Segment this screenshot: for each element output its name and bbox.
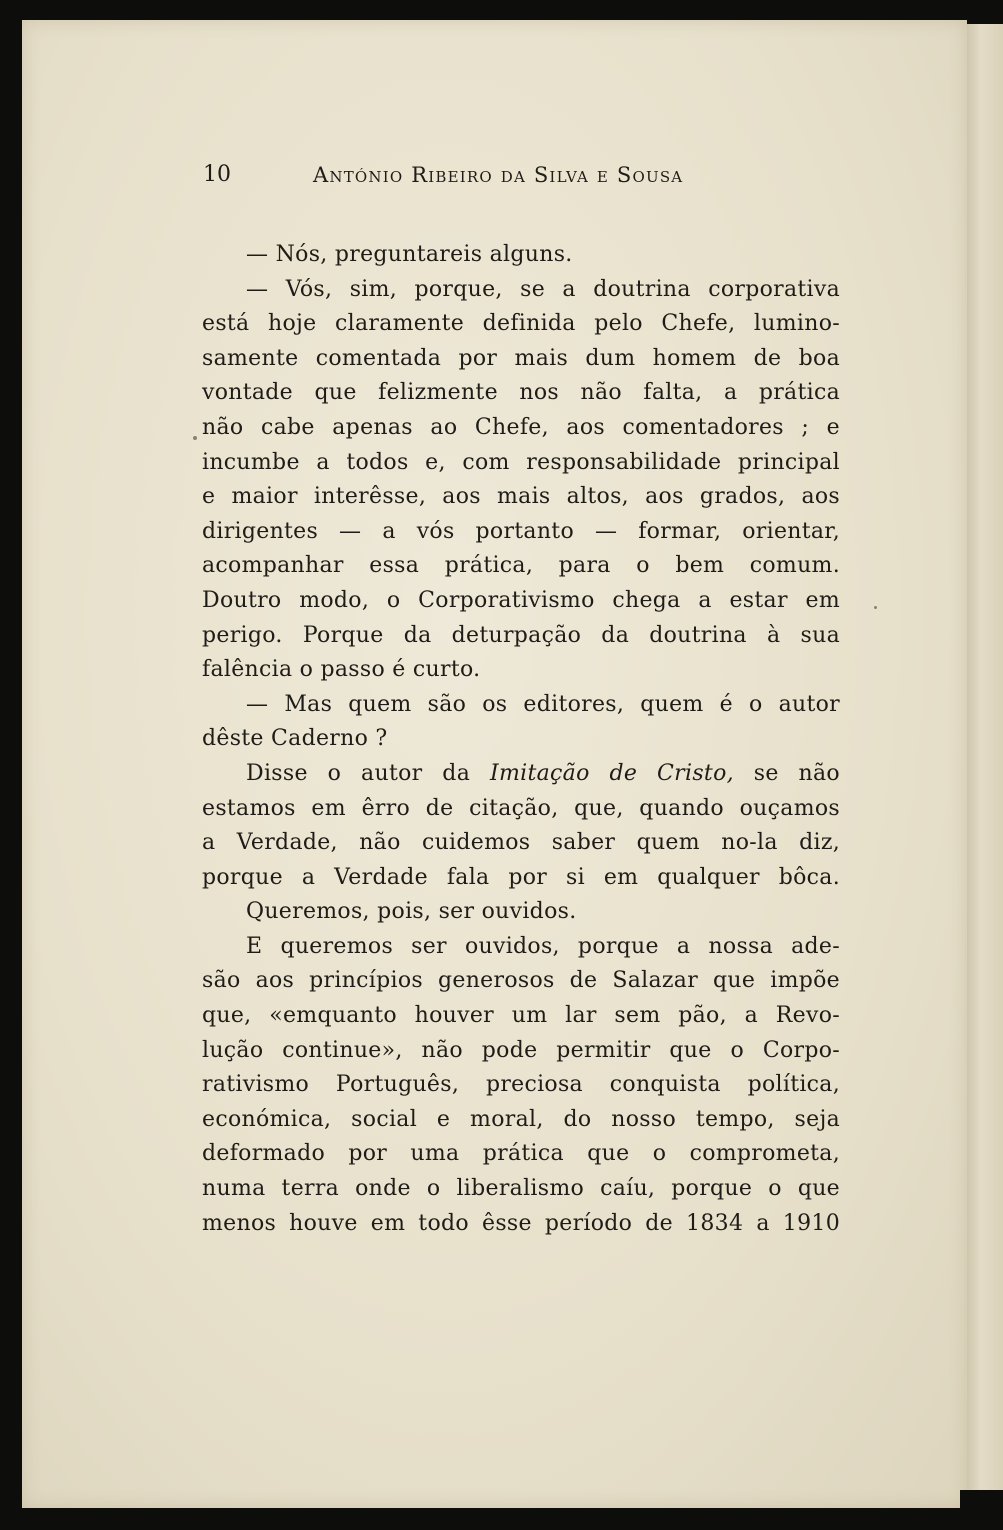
text-line: está hoje claramente definida pelo Chefe, lumino- [202,311,840,337]
text-line: — Mas quem são os editores, quem é o autor [246,691,840,717]
text-line [202,757,840,792]
text-line: porque a Verdade fala por si em qualquer bôca. [202,864,840,890]
text-line: — Nós, preguntareis alguns. [246,242,573,267]
text-line: que, «emquanto houver um lar sem pão, a Revo- [202,1003,840,1029]
text-line: dêste Caderno ? [202,726,388,752]
text-line: são aos princípios generosos de Salazar que impõe [202,968,840,994]
text-line: acompanhar essa prática, para o bem comum. [202,553,840,579]
text-line: menos houve em todo êsse período de 1834 a 1910 [202,1210,840,1236]
text-line: samente comentada por mais dum homem de boa [202,345,840,371]
text-line: Doutro modo, o Corporativismo chega a estar em [202,587,840,613]
text-line: incumbe a todos e, com responsabilidade principal [202,449,840,475]
text-line: E queremos ser ouvidos, porque a nossa ade- [246,933,840,959]
page-header [203,160,843,192]
text-line: a Verdade, não cuidemos saber quem no-la diz, [202,830,840,856]
text-line: falência o passo é curto. [202,657,481,683]
text-line: dirigentes — a vós portanto — formar, orientar, [202,518,840,544]
book-title: Imitação de Cristo, [489,760,734,786]
text-line: lução continue», não pode permitir que o Corpo- [202,1037,840,1063]
scan-border [960,1490,1003,1530]
text-line: perigo. Porque da deturpação da doutrina à sua [202,622,840,648]
text-line: estamos em êrro de citação, que, quando ouçamos [202,795,840,821]
text-segment: Disse o autor da [246,760,490,786]
text-line: numa terra onde o liberalismo caíu, porque o que [202,1176,840,1202]
body-text [202,238,840,1241]
text-line: deformado por uma prática que o comprometa, [202,1141,840,1167]
text-line: vontade que felizmente nos não falta, a prática [202,380,840,406]
adjacent-page-edge [967,24,1003,1504]
text-line: — Vós, sim, porque, se a doutrina corporativa [246,276,840,302]
text-segment: se não [733,760,840,786]
page-number: 10 [203,162,231,187]
running-head: António Ribeiro da Silva e Sousa [313,163,684,187]
text-line: económica, social e moral, do nosso tempo, seja [202,1106,840,1132]
paper-speck [193,436,197,440]
text-line: e maior interêsse, aos mais altos, aos grados, aos [202,484,840,510]
text-line: não cabe apenas ao Chefe, aos comentadores ; e [202,414,840,440]
text-line: Queremos, pois, ser ouvidos. [246,899,577,925]
text-line: rativismo Português, preciosa conquista política, [202,1072,840,1098]
paper-speck [874,606,877,609]
